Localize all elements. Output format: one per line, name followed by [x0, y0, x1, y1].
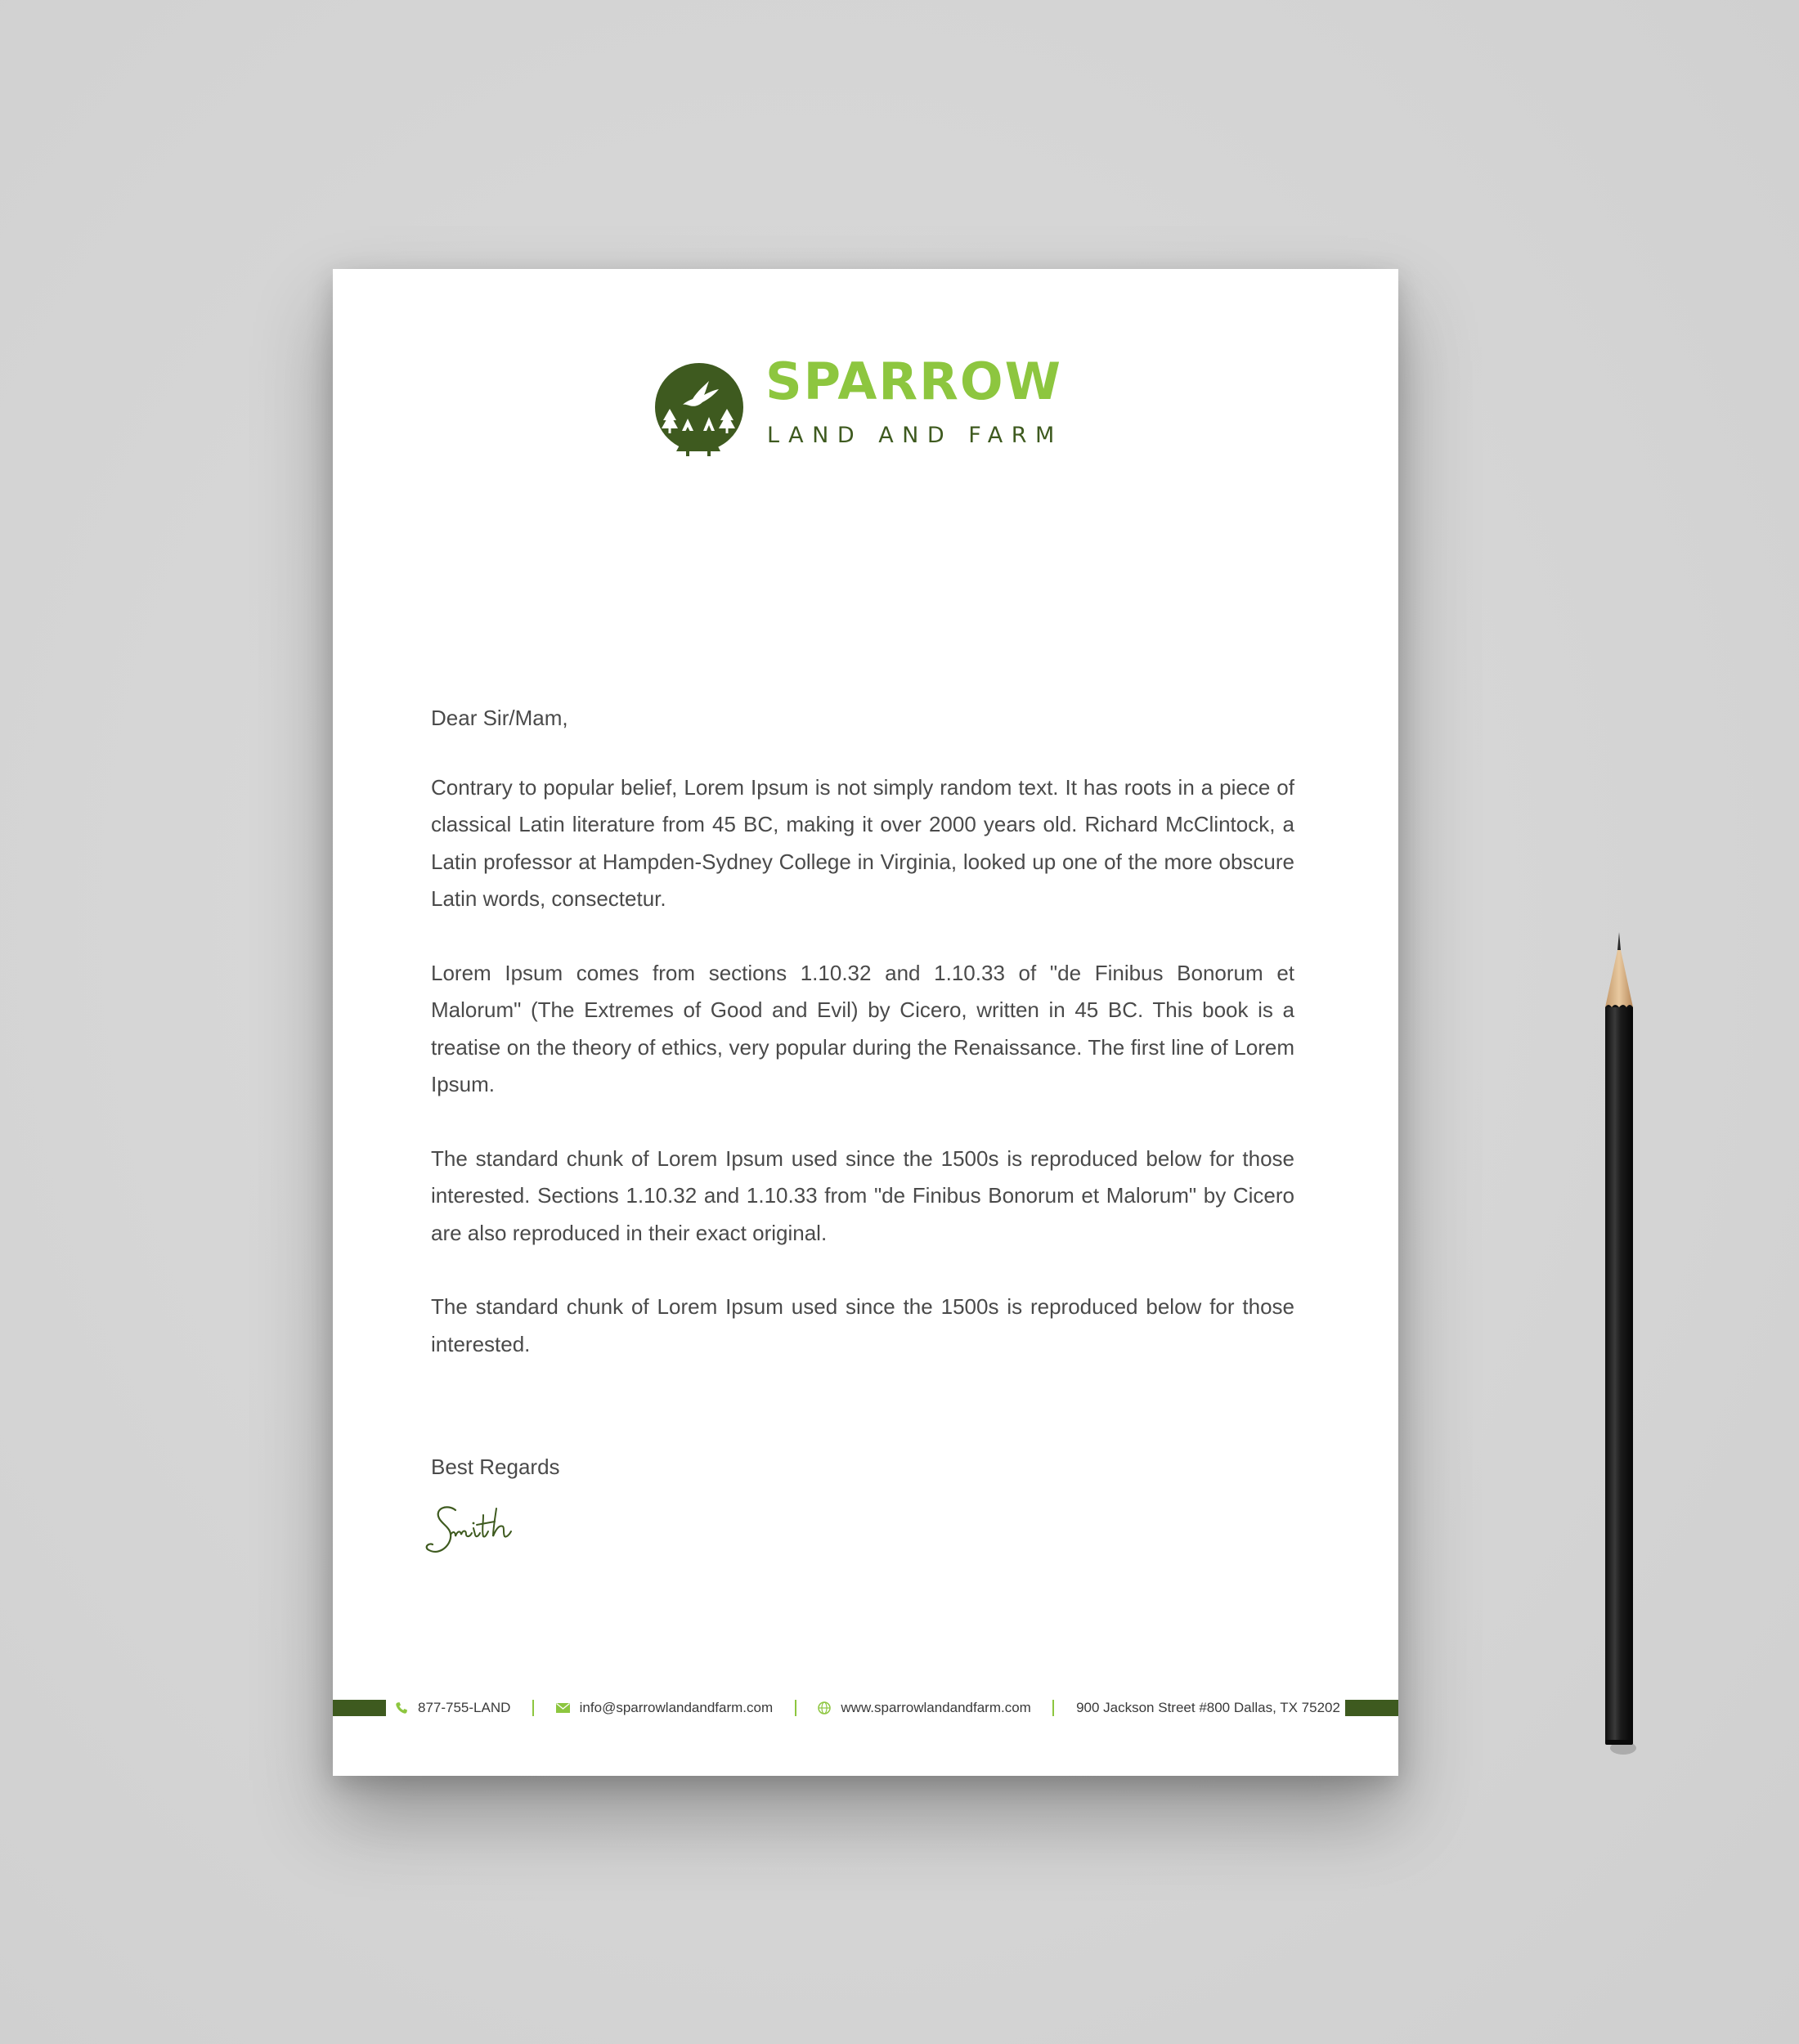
- paragraph-2: Lorem Ipsum comes from sections 1.10.32 and 1.10.33 of "de Finibus Bonorum et Malorum" (The Extremes of Good and Evil) by Cicero, written in 45 BC. This book is a treatise on the theory of ethics, very popular during the Renaissance. The first line of Lorem Ipsum.: [431, 960, 1294, 1096]
- footer-email: [556, 1700, 773, 1716]
- footer-email-text: info@sparrowlandandfarm.com: [579, 1700, 774, 1715]
- footer-address-text: 900 Jackson Street #800 Dallas, TX 75202: [1076, 1700, 1340, 1715]
- closing-line: Best Regards: [431, 1455, 560, 1479]
- phone-icon: [395, 1701, 408, 1715]
- company-logo: [648, 352, 1089, 461]
- footer-divider: [795, 1700, 796, 1716]
- footer-accent-bar-right: [1345, 1700, 1398, 1716]
- handwritten-signature: [423, 1495, 529, 1569]
- paragraph-1: Contrary to popular belief, Lorem Ipsum is not simply random text. It has roots in a piece of classical Latin literature from 45 BC, making it over 2000 years old. Richard McClintock, a Latin professor at Hampden-Sydney College in Virginia, looked up one of the more obscure Latin words, consectetur.: [431, 774, 1294, 911]
- footer-website-text: www.sparrowlandandfarm.com: [841, 1700, 1031, 1715]
- footer-phone-text: 877-755-LAND: [418, 1700, 511, 1715]
- sparrow-forest-emblem-icon: [652, 363, 747, 458]
- logo-wordmark: SPARROW: [765, 352, 1062, 411]
- paragraph-3: The standard chunk of Lorem Ipsum used since the 1500s is reproduced below for those interested. Sections 1.10.32 and 1.10.33 from "de Finibus Bonorum et Malorum" by Cicero are also reproduced in their exact original.: [431, 1145, 1294, 1245]
- globe-icon: [818, 1701, 831, 1715]
- footer-divider: [1052, 1700, 1054, 1716]
- pencil-prop: [1599, 932, 1640, 1758]
- letter-body: [431, 700, 1294, 1400]
- footer-website: [818, 1700, 1030, 1716]
- footer-phone: [395, 1700, 510, 1716]
- footer-contact-items: [395, 1698, 1340, 1718]
- footer-divider: [532, 1700, 534, 1716]
- footer-accent-bar-left: [333, 1700, 386, 1716]
- envelope-icon: [556, 1703, 570, 1713]
- footer-contact-bar: [333, 1698, 1398, 1718]
- letterhead-page: [333, 269, 1398, 1776]
- footer-address: [1076, 1700, 1340, 1716]
- salutation: Dear Sir/Mam,: [431, 706, 568, 730]
- logo-tagline: LAND AND FARM: [767, 423, 1063, 448]
- paragraph-4: The standard chunk of Lorem Ipsum used since the 1500s is reproduced below for those interested.: [431, 1294, 1294, 1356]
